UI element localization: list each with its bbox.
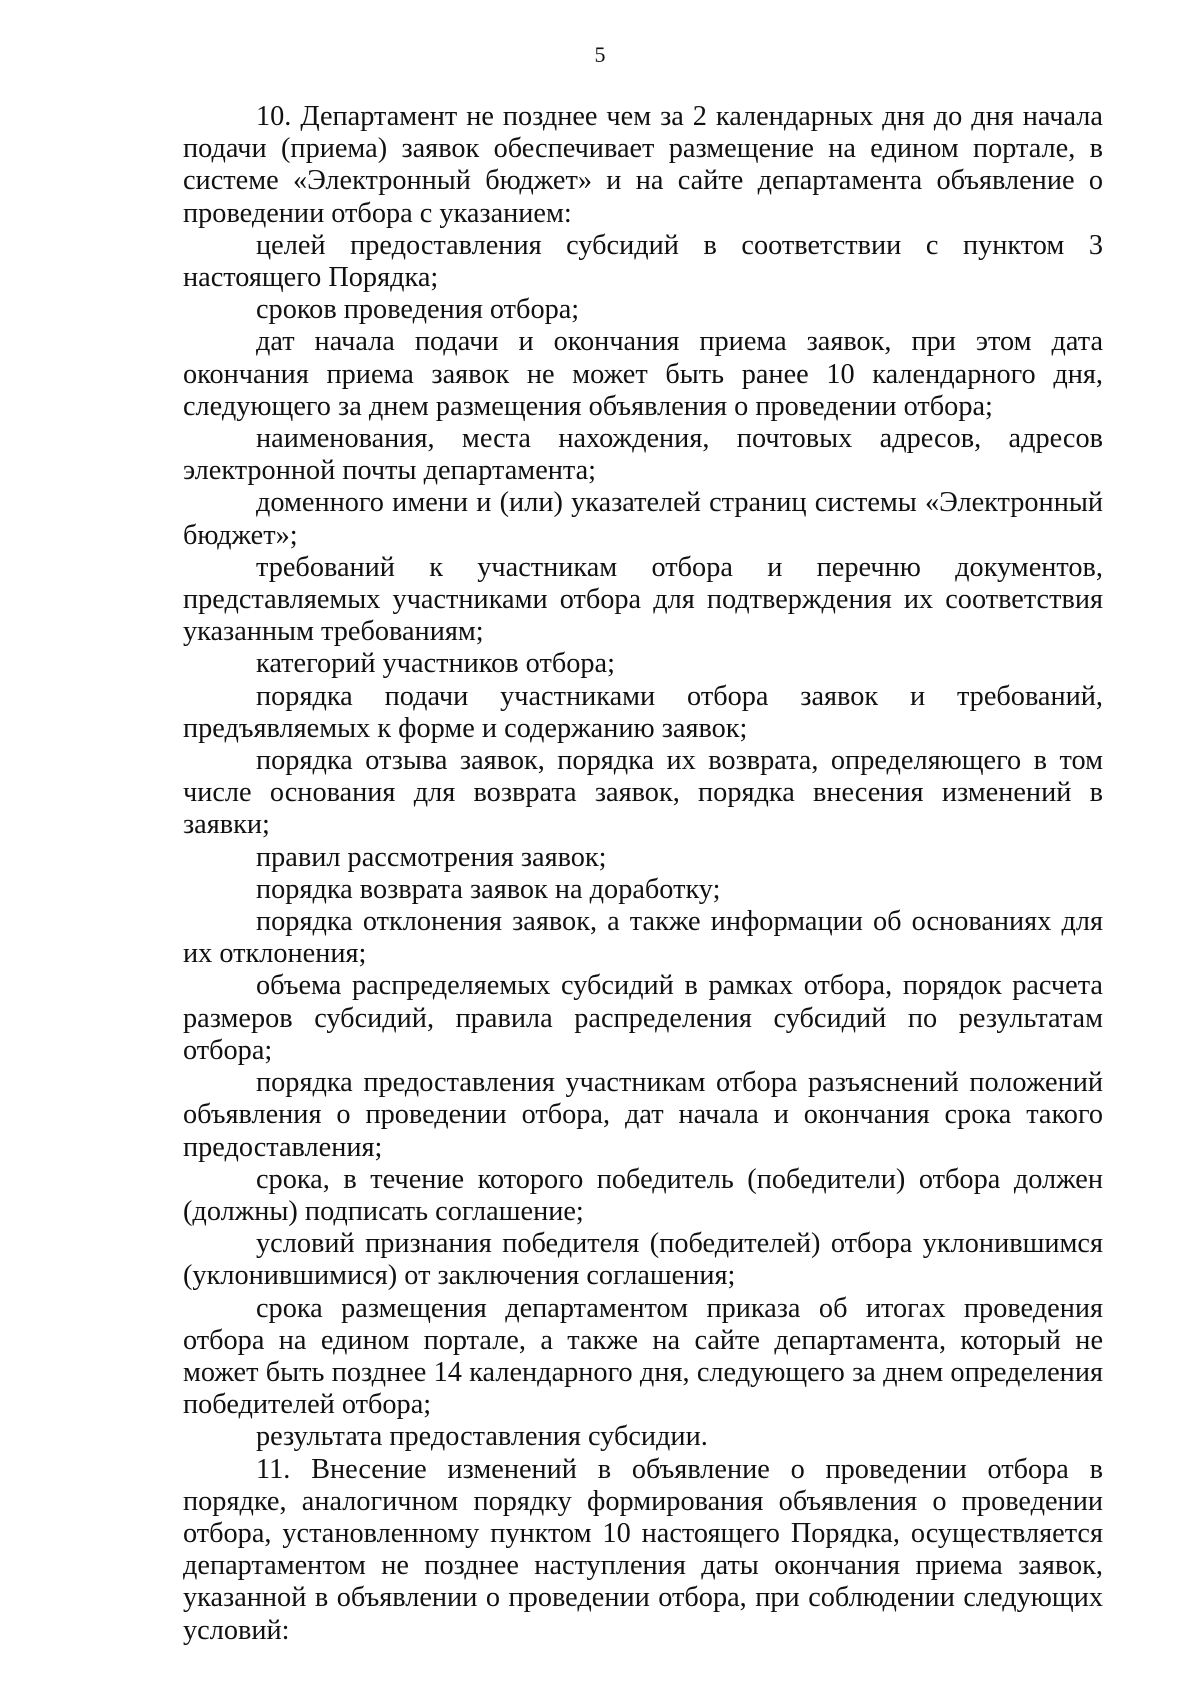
paragraph: результата предоставления субсидии. [256, 1421, 708, 1453]
page-number: 5 [594, 42, 606, 67]
paragraph: условий признания победителя (победителей) отбора уклонившимся (уклонившимися) от заключения соглашения; [183, 1228, 1103, 1292]
paragraph: объема распределяемых субсидий в рамках отбора, порядок расчета размеров субсидий, правила распределения субсидий по результатам отбора; [183, 970, 1103, 1066]
paragraph: целей предоставления субсидий в соответствии с пунктом 3 настоящего Порядка; [183, 229, 1103, 294]
paragraph: порядка возврата заявок на доработку; [256, 873, 721, 905]
paragraph: категорий участников отбора; [256, 648, 615, 680]
paragraph: срока, в течение которого победитель (победители) отбора должен (должны) подписать соглашение; [183, 1163, 1103, 1227]
paragraph: 11. Внесение изменений в объявление о проведении отбора в порядке, аналогичном порядку формирования объявления о проведении отбора, установленному пунктом 10 настоящего Порядка, осуществляется департаментом не позднее наступления даты окончания приема заявок, указанной в объявлении о проведении отбора, при соблюдении следующих условий: [183, 1453, 1103, 1646]
paragraph: порядка подачи участниками отбора заявок и требований, предъявляемых к форме и содержанию заявок; [183, 680, 1103, 744]
paragraph: правил рассмотрения заявок; [256, 841, 607, 873]
paragraph: порядка отзыва заявок, порядка их возврата, определяющего в том числе основания для возврата заявок, порядка внесения изменений в заявки; [183, 745, 1103, 841]
paragraph: дат начала подачи и окончания приема заявок, при этом дата окончания приема заявок не может быть ранее 10 календарного дня, следующего за днем размещения объявления о проведении отбора; [183, 326, 1103, 422]
paragraph: порядка предоставления участникам отбора разъяснений положений объявления о проведении отбора, дат начала и окончания срока такого предоставления; [183, 1067, 1103, 1163]
paragraph: срока размещения департаментом приказа об итогах проведения отбора на едином портале, а также на сайте департамента, который не может быть позднее 14 календарного дня, следующего за днем определения победителей отбора; [183, 1292, 1103, 1421]
paragraph: порядка отклонения заявок, а также информации об основаниях для их отклонения; [183, 906, 1103, 970]
paragraph: 10. Департамент не позднее чем за 2 календарных дня до дня начала подачи (приема) заявок обеспечивает размещение на едином портале, в системе «Электронный бюджет» и на сайте департамента объявление о проведении отбора с указанием: [183, 101, 1103, 229]
paragraph: наименования, места нахождения, почтовых адресов, адресов электронной почты департамента; [183, 423, 1103, 487]
document-body [183, 101, 1103, 1647]
paragraph: требований к участникам отбора и перечню документов, представляемых участниками отбора для подтверждения их соответствия указанным требованиям; [183, 551, 1103, 648]
paragraph: доменного имени и (или) указателей страниц системы «Электронный бюджет»; [183, 487, 1103, 551]
paragraph: сроков проведения отбора; [256, 294, 580, 326]
